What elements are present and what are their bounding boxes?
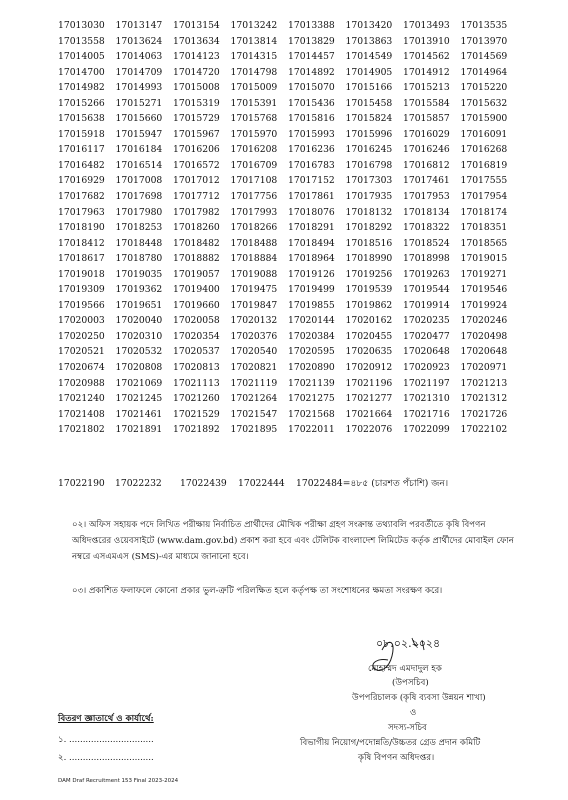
roll-number: 17017682 xyxy=(58,191,105,203)
roll-number: 17015166 xyxy=(345,82,393,94)
roll-number: 17019539 xyxy=(345,284,393,296)
roll-number: 17013624 xyxy=(115,35,163,47)
roll-number: 17016245 xyxy=(345,144,393,156)
roll-number: 17015900 xyxy=(460,113,508,125)
roll-number: 17017756 xyxy=(230,191,278,203)
roll-number: 17014569 xyxy=(460,51,508,63)
roll-number: 17022190 xyxy=(58,478,105,489)
paragraph-2: ০২। অফিস সহায়ক পদে লিখিত পরীক্ষায় নির্বাচিত প্রার্থীদের মৌখিক পরীক্ষা গ্রহণ সংক্রান্ত তথ্যাবলি পরবর্তীতে কৃষি বিপণন অধিদপ্তরের ওয়েবসাইটে (www.dam.gov.bd) প্রকাশ করা হবে এবং টেলিটক বাংলাদেশ লিমিটেড কর্তৃক প্রার্থীদের মোবাইল ফোন নম্বরে এসএমএস (SMS)-এর মাধ্যমে জানানো হবে। xyxy=(72,520,514,562)
roll-number: 17020354 xyxy=(173,330,220,342)
signatory-office: কৃষি বিপণন অধিদপ্তর। xyxy=(358,753,435,763)
signatory-name: মোহাম্মদ এমদাদুল হক xyxy=(368,664,442,674)
roll-number: 17019499 xyxy=(288,284,335,296)
roll-number: 17013420 xyxy=(345,20,393,31)
roll-number: 17021139 xyxy=(288,377,335,389)
roll-number: 17018291 xyxy=(288,222,335,234)
roll-number: 17019018 xyxy=(58,268,105,280)
roll-number: 17016572 xyxy=(173,159,220,171)
roll-number: 17021245 xyxy=(115,393,163,405)
roll-number: 17014457 xyxy=(288,51,335,63)
roll-number: 17013030 xyxy=(58,20,105,31)
roll-number: 17018190 xyxy=(58,222,105,234)
roll-number: 17022102 xyxy=(460,424,508,436)
roll-number: 17015436 xyxy=(288,97,335,109)
roll-number: 17019546 xyxy=(460,284,508,296)
roll-number: 17019362 xyxy=(115,284,163,296)
roll-number: 17020235 xyxy=(403,315,450,327)
roll-number: 17015729 xyxy=(173,113,220,125)
roll-number: 17015947 xyxy=(115,128,163,140)
roll-number: 17020498 xyxy=(460,330,508,342)
roll-number: 17018134 xyxy=(403,206,450,218)
roll-number: 17015857 xyxy=(403,113,450,125)
roll-number: 17020040 xyxy=(115,315,163,327)
roll-number: 17020674 xyxy=(58,362,105,374)
roll-number: 17021197 xyxy=(403,377,450,389)
roll-number: 17021891 xyxy=(115,424,163,436)
roll-number: 17018174 xyxy=(460,206,508,218)
roll-number: 17019035 xyxy=(115,268,163,280)
roll-number-grid xyxy=(58,18,518,438)
roll-number: 17019400 xyxy=(173,284,220,296)
roll-number: 17021213 xyxy=(460,377,508,389)
roll-number: 17019566 xyxy=(58,299,105,311)
roll-number: 17015993 xyxy=(288,128,335,140)
roll-number: 17017303 xyxy=(345,175,393,187)
roll-number: 17015632 xyxy=(460,97,508,109)
roll-number: 17014315 xyxy=(230,51,278,63)
roll-number: 17018617 xyxy=(58,253,105,265)
roll-number: 17014709 xyxy=(115,66,163,78)
roll-number: 17021529 xyxy=(173,408,220,420)
roll-number: 17015816 xyxy=(288,113,335,125)
roll-number: 17017953 xyxy=(403,191,450,203)
roll-number: 17018565 xyxy=(460,237,508,249)
roll-number: 17014964 xyxy=(460,66,508,78)
roll-number: 17021408 xyxy=(58,408,105,420)
roll-number: 17017698 xyxy=(115,191,163,203)
roll-number: 17019015 xyxy=(460,253,508,265)
last-row xyxy=(58,477,448,491)
roll-number: 17018412 xyxy=(58,237,105,249)
roll-number: 17013147 xyxy=(115,20,163,31)
roll-number: 17017993 xyxy=(230,206,278,218)
roll-number: 17020537 xyxy=(173,346,220,358)
roll-number: 17017982 xyxy=(173,206,220,218)
roll-number: 17015391 xyxy=(230,97,278,109)
distribution-line: ২. ............................... xyxy=(58,753,154,763)
roll-number: 17016029 xyxy=(403,128,450,140)
roll-number: 17020058 xyxy=(173,315,220,327)
roll-number: 17019544 xyxy=(403,284,450,296)
roll-number: 17014982 xyxy=(58,82,105,94)
roll-number: 17017712 xyxy=(173,191,220,203)
roll-number: 17018266 xyxy=(230,222,278,234)
paragraph-3: ০৩। প্রকাশিত ফলাফলে কোনো প্রকার ভুল-ত্রুটি পরিলক্ষিত হলে কর্তৃপক্ষ তা সংশোধনের ক্ষমতা সংরক্ষণ করে। xyxy=(72,586,443,596)
roll-number: 17015271 xyxy=(115,97,163,109)
roll-number: 17018990 xyxy=(345,253,393,265)
roll-number: 17021547 xyxy=(230,408,278,420)
roll-number: 17015220 xyxy=(460,82,508,94)
roll-number: 17020162 xyxy=(345,315,393,327)
roll-number: 17015458 xyxy=(345,97,393,109)
roll-number: 17020635 xyxy=(345,346,393,358)
roll-number: 17016929 xyxy=(58,175,105,187)
roll-number: 17016482 xyxy=(58,159,105,171)
roll-number: 17018488 xyxy=(230,237,278,249)
roll-number: 17013242 xyxy=(230,20,278,31)
roll-number: 17022439 xyxy=(180,478,227,489)
roll-number: 17019862 xyxy=(345,299,393,311)
roll-number: 17015070 xyxy=(288,82,335,94)
roll-number: 17021568 xyxy=(288,408,335,420)
roll-number: 17020813 xyxy=(173,362,220,374)
roll-number: 17019271 xyxy=(460,268,508,280)
roll-number: 17014549 xyxy=(345,51,393,63)
roll-number: 17015660 xyxy=(115,113,163,125)
roll-number: 17013863 xyxy=(345,35,393,47)
roll-number: 17016184 xyxy=(115,144,163,156)
roll-number: 17020310 xyxy=(115,330,163,342)
roll-number: 17021069 xyxy=(115,377,163,389)
roll-number: 17014005 xyxy=(58,51,105,63)
roll-number: 17016208 xyxy=(230,144,278,156)
roll-number: 17018351 xyxy=(460,222,508,234)
roll-number: 17019651 xyxy=(115,299,163,311)
roll-number: 17015266 xyxy=(58,97,105,109)
roll-number: 17018253 xyxy=(115,222,163,234)
roll-number: 17016709 xyxy=(230,159,278,171)
roll-number: 17014123 xyxy=(173,51,220,63)
roll-number: 17021312 xyxy=(460,393,508,405)
roll-number: 17014063 xyxy=(115,51,163,63)
roll-number: 17015009 xyxy=(230,82,278,94)
roll-number: 17014892 xyxy=(288,66,335,78)
roll-number: 17016514 xyxy=(115,159,163,171)
roll-number: 17014562 xyxy=(403,51,450,63)
roll-number: 17018524 xyxy=(403,237,450,249)
roll-number: 17019855 xyxy=(288,299,335,311)
roll-number: 17018780 xyxy=(115,253,163,265)
roll-number: 17018516 xyxy=(345,237,393,249)
roll-number: 17020890 xyxy=(288,362,335,374)
roll-number: 17020923 xyxy=(403,362,450,374)
roll-number: 17021264 xyxy=(230,393,278,405)
roll-number: 17013814 xyxy=(230,35,278,47)
roll-number: 17017012 xyxy=(173,175,220,187)
roll-number: 17015918 xyxy=(58,128,105,140)
roll-number: 17013388 xyxy=(288,20,335,31)
roll-number: 17013154 xyxy=(173,20,220,31)
roll-number: 17015996 xyxy=(345,128,393,140)
roll-number: 17016819 xyxy=(460,159,508,171)
roll-number: 17019057 xyxy=(173,268,220,280)
roll-number: 17016236 xyxy=(288,144,335,156)
roll-number: 17020988 xyxy=(58,377,105,389)
roll-number: 17020521 xyxy=(58,346,105,358)
roll-number: 17019914 xyxy=(403,299,450,311)
roll-number: 17021113 xyxy=(173,377,220,389)
roll-number: 17018076 xyxy=(288,206,335,218)
roll-number: 17013829 xyxy=(288,35,335,47)
roll-number: 17022076 xyxy=(345,424,393,436)
signatory-role: সদস্য-সচিব xyxy=(388,723,427,733)
roll-number: 17019256 xyxy=(345,268,393,280)
roll-number: 17020532 xyxy=(115,346,163,358)
roll-number: 17016812 xyxy=(403,159,450,171)
roll-number: 17014905 xyxy=(345,66,393,78)
roll-number: 17015213 xyxy=(403,82,450,94)
roll-number: 17022444 xyxy=(238,478,285,489)
roll-number: 17020821 xyxy=(230,362,278,374)
roll-number: 17020648 xyxy=(460,346,508,358)
roll-number: 17020376 xyxy=(230,330,278,342)
roll-number: 17021196 xyxy=(345,377,393,389)
signatory-and: ও xyxy=(410,708,417,718)
roll-number: 17014993 xyxy=(115,82,163,94)
distribution-heading: বিতরণ জ্ঞাতার্থে ও কার্যার্থে: xyxy=(58,714,154,724)
roll-number: 17020250 xyxy=(58,330,105,342)
roll-number: 17021260 xyxy=(173,393,220,405)
roll-number: 17022099 xyxy=(403,424,450,436)
roll-number: 17021895 xyxy=(230,424,278,436)
roll-number: 17020808 xyxy=(115,362,163,374)
roll-number: 17019126 xyxy=(288,268,335,280)
roll-number: 17018482 xyxy=(173,237,220,249)
roll-number: 17021716 xyxy=(403,408,450,420)
roll-number: 17021310 xyxy=(403,393,450,405)
roll-number: 17015967 xyxy=(173,128,220,140)
roll-number: 17021802 xyxy=(58,424,105,436)
roll-number: 17019263 xyxy=(403,268,450,280)
roll-number: 17016246 xyxy=(403,144,450,156)
roll-number: 17018448 xyxy=(115,237,163,249)
roll-number: 17013910 xyxy=(403,35,450,47)
roll-number: 17015584 xyxy=(403,97,450,109)
roll-number: 17020144 xyxy=(288,315,335,327)
roll-number: 17015638 xyxy=(58,113,105,125)
roll-number: 17015824 xyxy=(345,113,393,125)
roll-number: 17017935 xyxy=(345,191,393,203)
roll-number: 17020132 xyxy=(230,315,278,327)
roll-number: 17014700 xyxy=(58,66,105,78)
roll-number: 17016268 xyxy=(460,144,508,156)
roll-number: 17013493 xyxy=(403,20,450,31)
roll-number: 17017555 xyxy=(460,175,508,187)
roll-number: 17017461 xyxy=(403,175,450,187)
roll-number: 17022232 xyxy=(115,478,162,489)
footer-reference: DAM Draf Recruitment 153 Final 2023-2024 xyxy=(58,778,179,784)
roll-number: 17015008 xyxy=(173,82,220,94)
roll-number: 17014720 xyxy=(173,66,220,78)
roll-number: 17016206 xyxy=(173,144,220,156)
roll-number: 17020540 xyxy=(230,346,278,358)
roll-number: 17017108 xyxy=(230,175,278,187)
roll-number: 17015970 xyxy=(230,128,278,140)
roll-number: 17018322 xyxy=(403,222,450,234)
roll-number: 17015768 xyxy=(230,113,278,125)
roll-number: 17016117 xyxy=(58,144,105,156)
distribution-line: ১. ............................... xyxy=(58,735,154,745)
roll-number: 17014912 xyxy=(403,66,450,78)
roll-number: 17016798 xyxy=(345,159,393,171)
roll-number: 17018494 xyxy=(288,237,335,249)
roll-number: 17017152 xyxy=(288,175,335,187)
signatory-designation: উপপরিচালক (কৃষি ব্যবসা উন্নয়ন শাখা) xyxy=(352,693,486,703)
roll-number: 17013558 xyxy=(58,35,105,47)
roll-number: 17021277 xyxy=(345,393,393,405)
roll-number: 17017861 xyxy=(288,191,335,203)
roll-number: 17020477 xyxy=(403,330,450,342)
roll-number: 17021461 xyxy=(115,408,163,420)
roll-number: 17020971 xyxy=(460,362,508,374)
roll-number: 17013535 xyxy=(460,20,508,31)
roll-number: 17021275 xyxy=(288,393,335,405)
roll-number: 17020912 xyxy=(345,362,393,374)
signatory-committee: বিভাগীয় নিয়োগ/পদোন্নতি/উচ্চতর গ্রেড প্রদান কমিটি xyxy=(300,738,481,748)
total-count: 17022484=৪৮৫ (চারশত পঁচাশি) জন। xyxy=(296,478,449,489)
roll-number: 17016091 xyxy=(460,128,508,140)
roll-number: 17019309 xyxy=(58,284,105,296)
roll-number: 17020384 xyxy=(288,330,335,342)
roll-number: 17020595 xyxy=(288,346,335,358)
roll-number: 17013970 xyxy=(460,35,508,47)
roll-number: 17019475 xyxy=(230,284,278,296)
signatory-title: (উপসচিব) xyxy=(392,678,429,688)
roll-number: 17020455 xyxy=(345,330,393,342)
roll-number: 17013634 xyxy=(173,35,220,47)
roll-number: 17018260 xyxy=(173,222,220,234)
roll-number: 17016783 xyxy=(288,159,335,171)
roll-number: 17017963 xyxy=(58,206,105,218)
roll-number: 17018132 xyxy=(345,206,393,218)
roll-number: 17018964 xyxy=(288,253,335,265)
roll-number: 17022011 xyxy=(288,424,335,436)
roll-number: 17018882 xyxy=(173,253,220,265)
roll-number: 17021726 xyxy=(460,408,508,420)
roll-number: 17018292 xyxy=(345,222,393,234)
roll-number: 17021892 xyxy=(173,424,220,436)
roll-number: 17021240 xyxy=(58,393,105,405)
roll-number: 17021119 xyxy=(230,377,278,389)
roll-number: 17017008 xyxy=(115,175,163,187)
roll-number: 17017980 xyxy=(115,206,163,218)
roll-number: 17020246 xyxy=(460,315,508,327)
roll-number: 17014798 xyxy=(230,66,278,78)
signature-date: ০৮.০২.২০২৪ xyxy=(376,637,441,650)
roll-number: 17019660 xyxy=(173,299,220,311)
roll-number: 17021664 xyxy=(345,408,393,420)
roll-number: 17020648 xyxy=(403,346,450,358)
roll-number: 17018884 xyxy=(230,253,278,265)
roll-number: 17019088 xyxy=(230,268,278,280)
roll-number: 17017954 xyxy=(460,191,508,203)
roll-number: 17019847 xyxy=(230,299,278,311)
roll-number: 17015319 xyxy=(173,97,220,109)
roll-number: 17018998 xyxy=(403,253,450,265)
roll-number: 17020003 xyxy=(58,315,105,327)
roll-number: 17019924 xyxy=(460,299,508,311)
